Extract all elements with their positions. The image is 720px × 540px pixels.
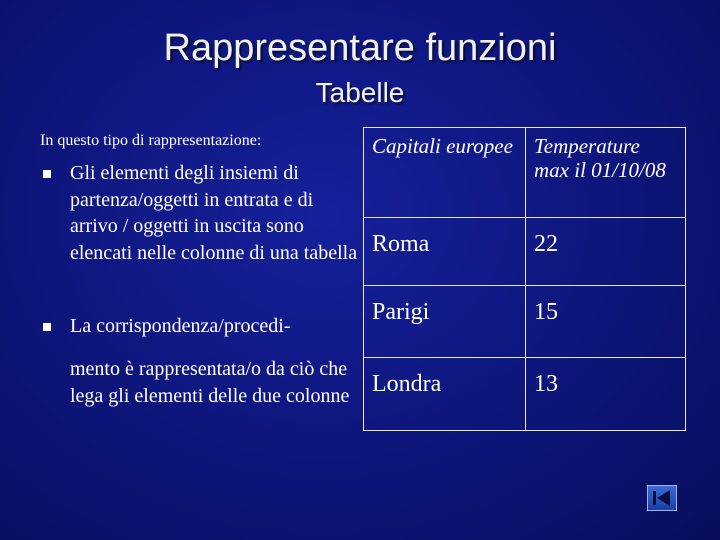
square-bullet-icon xyxy=(43,323,51,331)
bullet-text: Gli elementi degli insiemi di partenza/oggetti in entrata e di arrivo / oggetti in uscita sono elencati nelle colonne di una tabella xyxy=(70,162,358,264)
bullet-text: La corrispondenza/procedi- xyxy=(70,315,291,337)
back-to-first-button[interactable] xyxy=(647,485,677,511)
column-header-capitals: Capitali europee xyxy=(364,128,526,218)
bullet-item xyxy=(40,313,365,340)
square-bullet-icon xyxy=(43,170,51,178)
column-header-temperature: Temperature max il 01/10/08 xyxy=(526,128,686,218)
city-cell: Parigi xyxy=(364,286,526,358)
temperature-cell: 22 xyxy=(526,218,686,286)
bullet-list xyxy=(40,160,365,266)
temperature-cell: 13 xyxy=(526,358,686,431)
bullet-continuation: mento è rappresentata/o da ciò che lega gli elementi delle due colonne xyxy=(70,358,350,407)
table-row xyxy=(364,358,686,431)
temperature-cell: 15 xyxy=(526,286,686,358)
table-row xyxy=(364,286,686,358)
city-cell: Roma xyxy=(364,218,526,286)
slide-subtitle: Tabelle xyxy=(315,77,405,108)
intro-text: In questo tipo di rappresentazione: xyxy=(40,132,262,149)
city-cell: Londra xyxy=(364,358,526,431)
table-row xyxy=(364,218,686,286)
skip-back-icon xyxy=(648,486,676,510)
table-header-row xyxy=(364,128,686,218)
slide-title: Rappresentare funzioni xyxy=(163,27,557,69)
capitals-table xyxy=(363,127,686,431)
bullet-item xyxy=(40,160,365,266)
